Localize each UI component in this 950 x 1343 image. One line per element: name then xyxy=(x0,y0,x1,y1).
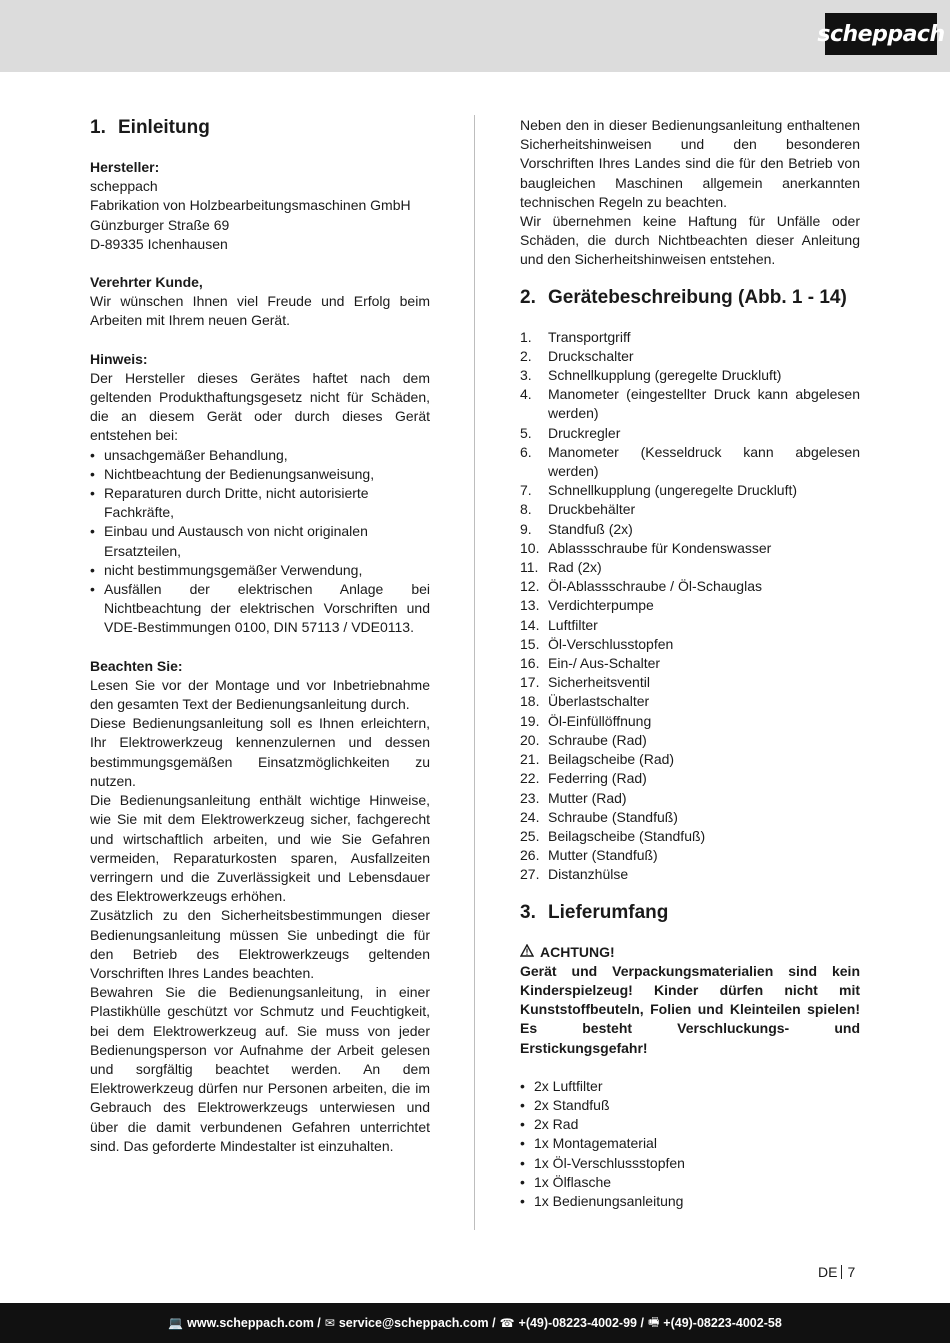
part-label: Beilagscheibe (Standfuß) xyxy=(548,827,706,844)
part-number: 7. xyxy=(520,482,532,499)
footer-mail[interactable]: service@scheppach.com / xyxy=(338,1316,496,1330)
part-item xyxy=(520,769,860,788)
part-item xyxy=(520,846,860,865)
manufacturer-line: scheppach xyxy=(90,178,158,195)
part-label: Öl-Verschlusstopfen xyxy=(548,635,674,652)
section-2-heading xyxy=(520,286,860,310)
part-label: Manometer (Kesseldruck kann abgelesen werden) xyxy=(548,443,860,480)
footer-bar xyxy=(0,1303,950,1343)
part-label: Öl-Ablassschraube / Öl-Schauglas xyxy=(548,578,762,595)
manufacturer-line: Fabrikation von Holzbearbeitungsmaschinen GmbH xyxy=(90,197,411,214)
page-language: DE xyxy=(818,1264,838,1280)
part-number: 14. xyxy=(520,616,540,633)
part-item xyxy=(520,673,860,692)
liability-paragraph: Wir übernehmen keine Haftung für Unfälle oder Schäden, die durch Nichtbeachten dieser Anleitung und den Sicherheitshinweisen entstehen. xyxy=(520,213,860,268)
phone-icon: ☎ xyxy=(499,1316,515,1330)
page-number-value: 7 xyxy=(847,1264,856,1280)
computer-icon: 💻 xyxy=(168,1316,184,1330)
part-item xyxy=(520,385,860,423)
page-number xyxy=(818,1264,855,1280)
section-title: Einleitung xyxy=(118,117,210,138)
part-number: 4. xyxy=(520,386,532,403)
list-item: • Nichtbeachtung der Bedienungsanweisung, xyxy=(90,465,430,484)
part-number: 13. xyxy=(520,597,540,614)
note-label: Hinweis: xyxy=(90,350,148,367)
part-number: 12. xyxy=(520,578,540,595)
warning-text: Gerät und Verpackungsmaterialien sind kein Kinderspielzeug! Kinder dürfen nicht mit Kunststoffbeuteln, Folien und Kleinteilen spielen! Es besteht Verschluckungs- und Erstickungsgefahr! xyxy=(520,962,860,1056)
observe-paragraph: Bewahren Sie die Bedienungsanleitung, in einer Plastikhülle geschützt vor Schmutz und Feuchtigkeit, bei dem Elektrowerkzeug auf. Sie muss von jeder Bedienungsperson vor Aufnahme der Arbeit gelesen und sorgfältig beachtet werden. An dem Elektrowerkzeug dürfen nur Personen arbeiten, die im Gebrauch des Elektrowerkzeugs unterwiesen und über die damit verbundenen Gefahren unterrichtet sind. Das geforderte Mindestalter ist einzuhalten. xyxy=(90,984,430,1154)
observe-paragraph: Zusätzlich zu den Sicherheitsbestimmungen dieser Bedienungsanleitung müssen Sie unbedingt die für den Betrieb des Elektrowerkzeugs geltenden Vorschriften Ihres Landes beachten. xyxy=(90,907,430,981)
parts-list xyxy=(520,328,860,885)
section-number: 3. xyxy=(520,901,536,923)
part-item xyxy=(520,347,860,366)
part-number: 23. xyxy=(520,789,540,806)
part-label: Luftfilter xyxy=(548,616,598,633)
part-number: 18. xyxy=(520,693,540,710)
warning-triangle-icon xyxy=(520,943,536,962)
part-item xyxy=(520,424,860,443)
part-number: 10. xyxy=(520,539,540,556)
part-label: Mutter (Rad) xyxy=(548,789,627,806)
observe-paragraph: Diese Bedienungsanleitung soll es Ihnen erleichtern, Ihr Elektrowerkzeug kennenzulernen und dessen bestimmungsgemäßen Einsatzmöglichkeiten zu nutzen. xyxy=(90,715,430,789)
part-item xyxy=(520,539,860,558)
scope-list xyxy=(520,1077,860,1211)
customer-text: Wir wünschen Ihnen viel Freude und Erfolg beim Arbeiten mit Ihrem neuen Gerät. xyxy=(90,293,430,329)
part-number: 24. xyxy=(520,808,540,825)
part-item xyxy=(520,654,860,673)
warning-heading xyxy=(520,943,860,962)
part-number: 16. xyxy=(520,655,540,672)
part-label: Beilagscheibe (Rad) xyxy=(548,751,675,768)
part-label: Druckregler xyxy=(548,424,621,441)
part-number: 19. xyxy=(520,712,540,729)
part-number: 3. xyxy=(520,367,532,384)
part-number: 1. xyxy=(520,328,532,345)
section-title: Gerätebeschreibung (Abb. 1 - 14) xyxy=(548,286,847,308)
part-label: Distanzhülse xyxy=(548,866,629,883)
part-number: 11. xyxy=(520,559,539,576)
part-label: Manometer (eingestellter Druck kann abgelesen werden) xyxy=(548,386,860,422)
observe-paragraph: Die Bedienungsanleitung enthält wichtige Hinweise, wie Sie mit dem Elektrowerkzeug sicher, fachgerecht und wirtschaftlich arbeiten, und wie Sie Gefahren vermeiden, Reparaturkosten sparen, Ausfallzeiten verringern und die Zuverlässigkeit und Lebensdauer des Elektrowerkzeugs erhöhen. xyxy=(90,792,430,905)
part-label: Schnellkupplung (ungeregelte Druckluft) xyxy=(548,482,798,499)
list-item: • nicht bestimmungsgemäßer Verwendung, xyxy=(90,561,430,580)
part-number: 17. xyxy=(520,674,540,691)
part-number: 21. xyxy=(520,751,540,768)
mail-icon: ✉ xyxy=(324,1316,335,1330)
note-intro: Der Hersteller dieses Gerätes haftet nach dem geltenden Produkthaftungsgesetz nicht für Schäden, die an diesem Gerät oder durch dieses Gerät entstehen bei: xyxy=(90,369,430,444)
part-item xyxy=(520,731,860,750)
part-label: Überlastschalter xyxy=(548,693,650,710)
section-3-heading xyxy=(520,901,860,925)
part-item xyxy=(520,789,860,808)
part-item xyxy=(520,366,860,385)
part-label: Rad (2x) xyxy=(548,559,602,576)
part-item xyxy=(520,712,860,731)
part-label: Öl-Einfüllöffnung xyxy=(548,712,652,729)
part-label: Sicherheitsventil xyxy=(548,674,650,691)
part-item xyxy=(520,616,860,635)
scope-item: • 1x Montagematerial xyxy=(520,1134,860,1153)
page-separator xyxy=(841,1265,842,1279)
observe-label: Beachten Sie: xyxy=(90,657,183,674)
part-number: 15. xyxy=(520,635,540,652)
scope-item: • 1x Bedienungsanleitung xyxy=(520,1192,860,1211)
part-number: 20. xyxy=(520,731,540,748)
intro-paragraph: Neben den in dieser Bedienungsanleitung enthaltenen Sicherheitshinweisen und den besonderen Vorschriften Ihres Landes sind die für den Betrieb von baugleichen Maschinen allgemein anerkannten technischen Regeln zu beachten. xyxy=(520,117,860,210)
part-item xyxy=(520,520,860,539)
part-number: 6. xyxy=(520,443,532,460)
section-number: 1. xyxy=(90,117,106,138)
part-item xyxy=(520,865,860,884)
part-label: Transportgriff xyxy=(548,328,631,345)
part-label: Schraube (Rad) xyxy=(548,731,647,748)
part-label: Verdichterpumpe xyxy=(548,597,654,614)
part-number: 2. xyxy=(520,347,532,364)
scope-item: • 2x Rad xyxy=(520,1115,860,1134)
part-number: 8. xyxy=(520,501,532,518)
part-label: Standfuß (2x) xyxy=(548,520,633,537)
footer-fax: +(49)-08223-4002-58 xyxy=(663,1316,782,1330)
part-label: Druckschalter xyxy=(548,347,634,364)
part-item xyxy=(520,692,860,711)
part-item xyxy=(520,558,860,577)
part-item xyxy=(520,443,860,481)
list-item: • Reparaturen durch Dritte, nicht autorisierte Fachkräfte, xyxy=(90,484,430,522)
scope-item: • 1x Öl-Verschlussstopfen xyxy=(520,1154,860,1173)
part-item xyxy=(520,481,860,500)
part-number: 5. xyxy=(520,424,532,441)
part-item xyxy=(520,750,860,769)
part-label: Ein-/ Aus-Schalter xyxy=(548,655,661,672)
manufacturer-line: Günzburger Straße 69 xyxy=(90,216,230,233)
list-item: • Ausfällen der elektrischen Anlage bei Nichtbeachtung der elektrischen Vorschriften und VDE-Bestimmungen 0100, DIN 57113 / VDE0113. xyxy=(90,580,430,638)
part-label: Schraube (Standfuß) xyxy=(548,808,678,825)
fax-icon: 🖷 xyxy=(647,1314,660,1329)
part-item xyxy=(520,808,860,827)
scope-item: • 2x Standfuß xyxy=(520,1096,860,1115)
part-item xyxy=(520,577,860,596)
customer-label: Verehrter Kunde, xyxy=(90,274,203,291)
part-number: 27. xyxy=(520,866,540,883)
part-number: 26. xyxy=(520,847,540,864)
brand-logo: scheppach xyxy=(825,13,937,55)
footer-phone: +(49)-08223-4002-99 / xyxy=(518,1316,644,1330)
part-label: Schnellkupplung (geregelte Druckluft) xyxy=(548,367,782,384)
note-list xyxy=(90,446,430,638)
part-item xyxy=(520,635,860,654)
section-1-heading xyxy=(90,116,430,140)
scope-item: • 2x Luftfilter xyxy=(520,1077,860,1096)
list-item: • Einbau und Austausch von nicht originalen Ersatzteilen, xyxy=(90,522,430,560)
part-label: Federring (Rad) xyxy=(548,770,647,787)
right-column xyxy=(520,116,860,1211)
part-item xyxy=(520,500,860,519)
section-title: Lieferumfang xyxy=(548,901,669,923)
part-item xyxy=(520,827,860,846)
footer-web[interactable]: www.scheppach.com / xyxy=(187,1316,321,1330)
part-label: Mutter (Standfuß) xyxy=(548,847,658,864)
warning-title: ACHTUNG! xyxy=(540,943,615,960)
manufacturer-label: Hersteller: xyxy=(90,159,160,175)
left-column xyxy=(90,116,430,1156)
manufacturer-line: D-89335 Ichenhausen xyxy=(90,235,228,252)
section-number: 2. xyxy=(520,286,536,308)
column-divider xyxy=(474,115,475,1230)
scope-item: • 1x Ölflasche xyxy=(520,1173,860,1192)
part-number: 25. xyxy=(520,827,540,844)
part-number: 9. xyxy=(520,520,532,537)
part-number: 22. xyxy=(520,770,540,787)
header-bar xyxy=(0,0,950,72)
part-item xyxy=(520,328,860,347)
part-item xyxy=(520,596,860,615)
part-label: Ablassschraube für Kondenswasser xyxy=(548,539,772,556)
list-item: • unsachgemäßer Behandlung, xyxy=(90,446,430,465)
part-label: Druckbehälter xyxy=(548,501,636,518)
observe-paragraph: Lesen Sie vor der Montage und vor Inbetriebnahme den gesamten Text der Bedienungsanleitung durch. xyxy=(90,676,430,713)
